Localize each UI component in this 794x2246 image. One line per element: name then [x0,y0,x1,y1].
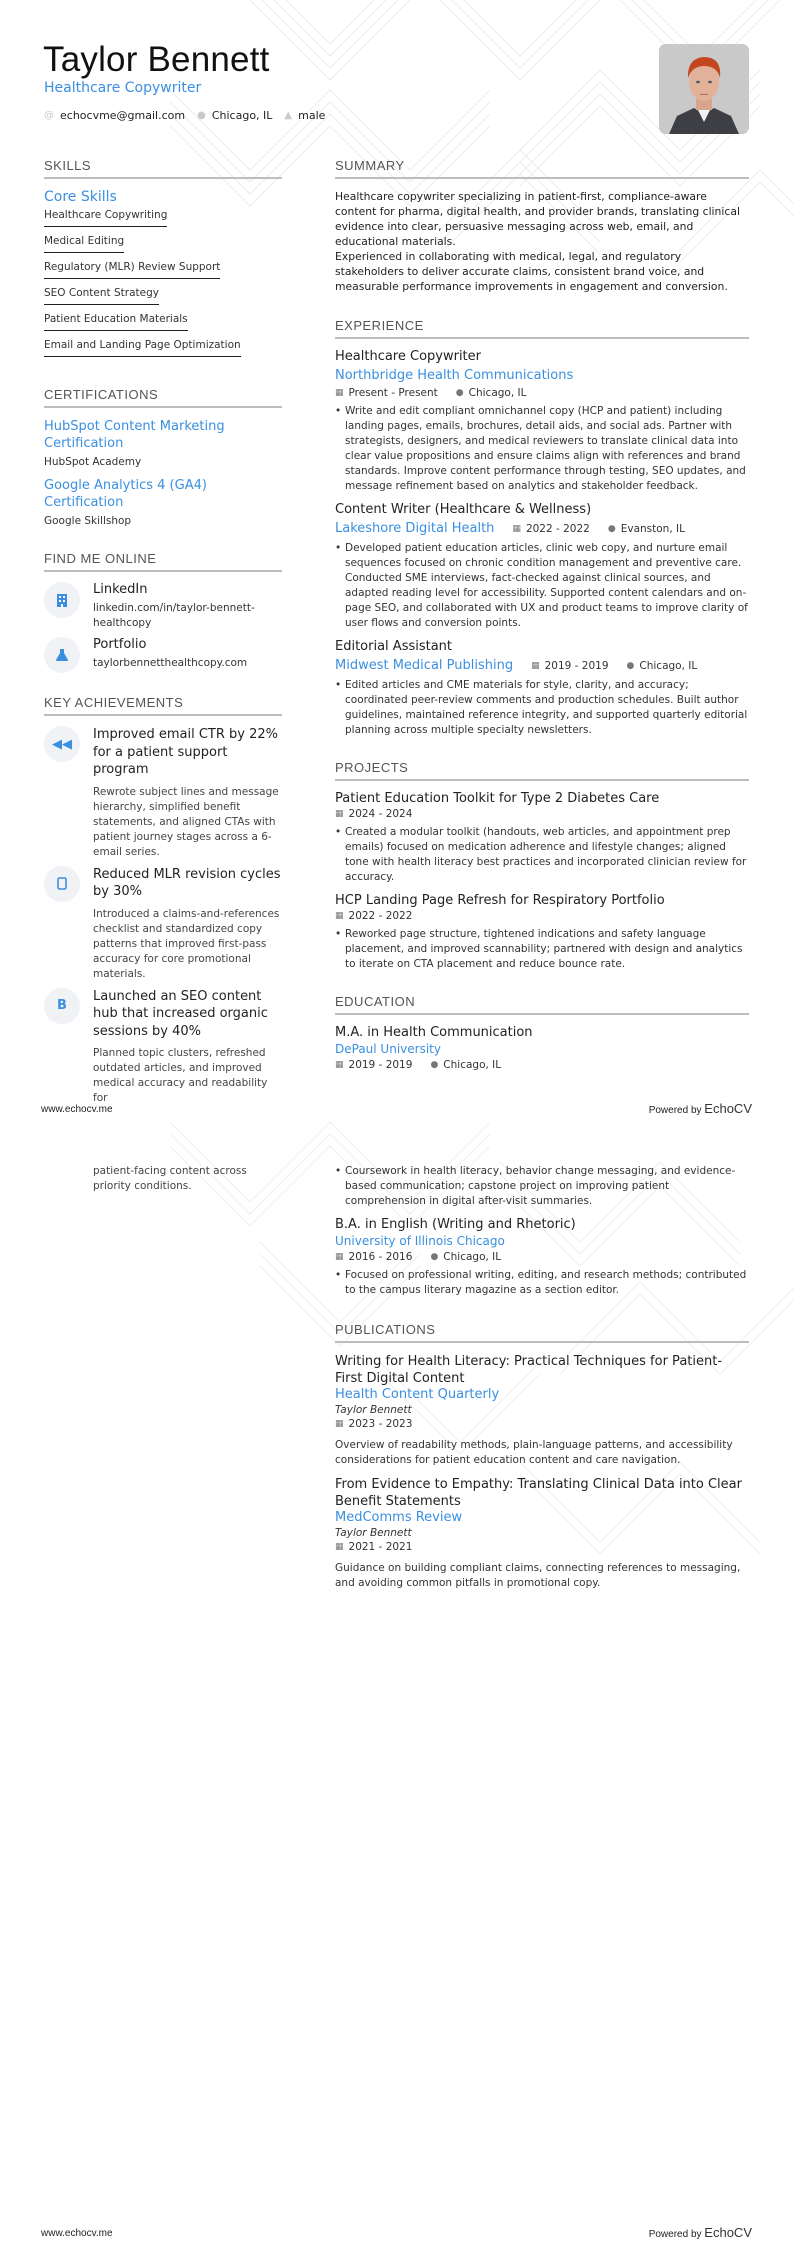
right-column [335,158,749,1071]
bullet-text: Focused on professional writing, editing, and research methods; contributed to the campus literary magazine as a section editor. [345,1269,747,1296]
achievement-item [44,726,282,860]
experience-entry [335,639,749,738]
online-link[interactable]: taylorbennetthealthcopy.com [93,657,248,669]
publication-title: From Evidence to Empathy: Translating Clinical Data into Clear Benefit Statements [335,1477,742,1509]
achievement-title: Improved email CTR by 22% for a patient support program [93,727,278,777]
project-entry [335,893,749,972]
project-dates: 2022 - 2022 [348,910,413,922]
certifications-section [44,387,282,527]
achievement-desc: Introduced a claims-and-references checklist and standardized copy patterns that improved first-pass accuracy for core promotional materials. [93,907,280,980]
company-name: Lakeshore Digital Health [335,521,495,536]
email-text: echocvme@gmail.com [60,109,186,122]
skill-tag: Patient Education Materials [44,313,188,331]
tablet-icon [44,866,80,902]
project-title: HCP Landing Page Refresh for Respiratory Portfolio [335,893,665,908]
footer-site[interactable]: www.echocv.me [41,1104,113,1115]
publication-meta [335,1541,749,1553]
location-text: Chicago, IL [211,109,273,122]
skill-tag: Regulatory (MLR) Review Support [44,261,220,279]
degree-title: B.A. in English (Writing and Rhetoric) [335,1217,576,1232]
achievement-desc: Rewrote subject lines and message hierarchy, simplified benefit statements, and aligned CTAs with patient journey stages across a 6-email series. [93,785,279,858]
job-bullet: • Edited articles and CME materials for style, clarity, and accuracy; coordinated peer-review comments and production schedules. Built author guidelines, maintained reference integrity, and supported quarterly editorial planning across multiple specialty newsletters. [335,679,748,736]
education-location: Chicago, IL [443,1059,502,1071]
contact-gender [284,109,325,122]
publication-desc: Guidance on building compliant claims, connecting references to messaging, and avoiding common pitfalls in promotional copy. [335,1562,741,1589]
publisher-name: Health Content Quarterly [335,1387,500,1402]
online-section [44,551,282,673]
calendar-icon: ▦ [335,388,344,398]
building-icon [44,582,80,618]
bullet-text: Created a modular toolkit (handouts, web articles, and appointment prep emails) focused on medication adherence and lifestyle changes; aligned tone with health literacy best practices and incorporated clinician review for accuracy. [345,826,747,883]
resume-page-2 [0,1122,794,2246]
skill-tag: SEO Content Strategy [44,287,159,305]
powered-prefix: Powered by [648,1105,702,1116]
company-name: Midwest Medical Publishing [335,658,514,673]
skill-tag: Healthcare Copywriting [44,209,167,227]
brand-name: EchoCV [704,1101,752,1116]
online-item-portfolio[interactable] [44,637,282,673]
publication-dates: 2023 - 2023 [348,1418,413,1430]
certifications-heading: CERTIFICATIONS [44,387,282,408]
certification-name: Google Analytics 4 (GA4) Certification [44,478,207,510]
publication-author: Taylor Bennett [335,1527,412,1539]
calendar-icon: ▦ [531,660,540,671]
summary-paragraph: Healthcare copywriter specializing in patient-first, compliance-aware content for pharma, digital health, and provider brands, translating clinical evidence into clear, persuasive messaging across web, email, and educational materials. [335,190,740,248]
calendar-icon: ▦ [335,809,344,819]
experience-heading: EXPERIENCE [335,318,749,339]
job-bullet: • Developed patient education articles, clinic web copy, and nurture email sequences focused on chronic condition management and preventive care. Conducted SME interviews, fact-checked against clinical sources, and adapted reading level for accessibility. Supported content calendars and on-page SEO, and collaborated with UX and product teams to improve clarity of user flows and conversion points. [335,542,748,629]
education-heading: EDUCATION [335,994,749,1015]
job-title: Content Writer (Healthcare & Wellness) [335,502,592,517]
left-column [44,158,282,1112]
publication-title: Writing for Health Literacy: Practical Techniques for Patient-First Digital Content [335,1354,723,1386]
job-dates: 2019 - 2019 [544,659,609,672]
bullet-text: Developed patient education articles, clinic web copy, and nurture email sequences focused on chronic condition management and preventive care. Conducted SME interviews, fact-checked against clinical sources, and adapted reading level for accessibility. Supported content calendars and on-page SEO, and collaborated with UX and product teams to improve clarity of user flows and conversion points. [345,542,748,629]
achievement-desc-continued: patient-facing content across priority conditions. [93,1165,247,1192]
achievement-item [44,988,282,1107]
achievement-title: Reduced MLR revision cycles by 30% [93,866,281,899]
summary-heading: SUMMARY [335,158,749,179]
calendar-icon: ▦ [335,911,344,921]
company-name: Northbridge Health Communications [335,368,574,383]
education-meta [335,1059,749,1071]
education-meta [335,1251,749,1263]
publisher-name: MedComms Review [335,1510,463,1525]
project-title: Patient Education Toolkit for Type 2 Diabetes Care [335,791,660,806]
publication-desc: Overview of readability methods, plain-language patterns, and accessibility considerations for patient education content and care navigation. [335,1439,733,1466]
right-column-continued [335,1164,749,1599]
online-heading: FIND ME ONLINE [44,551,282,572]
skill-tag: Medical Editing [44,235,124,253]
summary-paragraph: Experienced in collaborating with medical, legal, and regulatory stakeholders to deliver accurate claims, consistent brand voice, and measurable performance improvements in engagement and conversion. [335,250,728,293]
achievement-item [44,866,282,982]
job-title: Editorial Assistant [335,639,453,654]
achievement-title: Launched an SEO content hub that increased organic sessions by 40% [93,988,268,1039]
location-pin-icon: ● [430,1252,439,1262]
calendar-icon: ▦ [335,1060,344,1070]
job-dates: Present - Present [348,387,438,399]
skills-section [44,158,282,365]
bullet-text: Coursework in health literacy, behavior change messaging, and evidence-based communication; capstone project on improving patient comprehension in digital after-visit summaries. [345,1165,736,1207]
school-name: DePaul University [335,1042,441,1056]
left-column-continued [93,1164,283,1194]
job-meta [335,658,749,673]
certification-name: HubSpot Content Marketing Certification [44,419,225,451]
location-pin-icon: ● [430,1060,439,1070]
contact-location [197,109,272,122]
education-dates: 2019 - 2019 [348,1059,413,1071]
job-location: Chicago, IL [639,659,698,672]
bullet-text: Reworked page structure, tightened indications and safety language placement, and improved scannability; partnered with design and analytics to iterate on CTA placement and reduce bounce rate. [345,928,743,970]
location-pin-icon: ● [455,388,464,398]
powered-prefix: Powered by [648,2229,702,2240]
publication-meta [335,1418,749,1430]
job-dates: 2022 - 2022 [525,522,590,535]
footer-site[interactable]: www.echocv.me [41,2228,113,2239]
bold-b-icon: B [44,988,80,1024]
skills-list [44,209,282,365]
candidate-name: Taylor Bennett [43,40,270,79]
job-meta [335,521,749,536]
at-icon: @ [44,110,54,121]
bullet-text: Write and edit compliant omnichannel copy (HCP and patient) including landing pages, emails, brochures, detail aids, and social ads. Partner with strategists, designers, and medical reviewers to translate clinical data into clear value propositions and ensure claims align with references and brand standards. Improve content performance through testing, SEO updates, and message refinement based on analytics and stakeholder feedback. [345,405,746,492]
online-label: LinkedIn [93,582,148,597]
contact-email[interactable] [44,109,185,122]
experience-entry [335,349,749,494]
achievement-desc: Planned topic clusters, refreshed outdated articles, and improved medical accuracy and readability for [93,1047,268,1104]
job-location: Chicago, IL [468,387,527,399]
summary-section [335,158,749,294]
certification-issuer: HubSpot Academy [44,456,142,468]
project-meta [335,808,749,820]
calendar-icon: ▦ [335,1419,344,1429]
calendar-icon: ▦ [335,1542,344,1552]
project-dates: 2024 - 2024 [348,808,413,820]
project-meta [335,910,749,922]
publication-author: Taylor Bennett [335,1404,412,1416]
degree-title: M.A. in Health Communication [335,1025,533,1040]
calendar-icon: ▦ [335,1252,344,1262]
school-name: University of Illinois Chicago [335,1234,505,1248]
experience-section [335,318,749,738]
brand-name: EchoCV [704,2225,752,2240]
project-bullet: • Reworked page structure, tightened indications and safety language placement, and improved scannability; partnered with design and analytics to iterate on CTA placement and reduce bounce rate. [335,927,749,972]
contact-row [44,109,337,122]
publication-dates: 2021 - 2021 [348,1541,413,1553]
powered-by [649,1101,752,1116]
achievements-section [44,695,282,1106]
flask-icon [44,637,80,673]
publication-entry [335,1353,749,1468]
projects-section [335,760,749,972]
experience-entry [335,502,749,631]
education-location: Chicago, IL [443,1251,502,1263]
candidate-role: Healthcare Copywriter [44,80,202,96]
job-title: Healthcare Copywriter [335,349,481,364]
publications-section [335,1322,749,1591]
project-entry [335,791,749,885]
rewind-icon: ◀◀ [44,726,80,762]
online-item-linkedin[interactable] [44,582,282,631]
education-bullet: • Coursework in health literacy, behavior change messaging, and evidence-based communication; capstone project on improving patient comprehension in digital after-visit summaries. [335,1164,749,1209]
projects-heading: PROJECTS [335,760,749,781]
profile-photo [659,44,749,134]
education-dates: 2016 - 2016 [348,1251,413,1263]
person-icon: ▲ [284,110,293,121]
skill-tag: Email and Landing Page Optimization [44,339,241,357]
location-pin-icon: ● [607,523,616,534]
skills-group-title: Core Skills [44,189,117,205]
publication-entry [335,1476,749,1591]
skills-heading: SKILLS [44,158,282,179]
online-link[interactable]: linkedin.com/in/taylor-bennett-healthcopy [93,602,255,629]
powered-by [649,2225,752,2240]
education-entry [335,1217,749,1298]
bullet-text: Edited articles and CME materials for style, clarity, and accuracy; coordinated peer-review comments and production schedules. Built author guidelines, maintained reference integrity, and supported quarterly editorial planning across multiple specialty newsletters. [345,679,748,736]
calendar-icon: ▦ [512,523,521,534]
publications-heading: PUBLICATIONS [335,1322,749,1343]
location-pin-icon: ● [626,660,635,671]
job-meta [335,387,749,399]
job-bullet: • Write and edit compliant omnichannel copy (HCP and patient) including landing pages, emails, brochures, detail aids, and social ads. Partner with strategists, designers, and medical reviewers to translate clinical data into clear value propositions and ensure claims align with references and brand standards. Improve content performance through testing, SEO updates, and message refinement based on analytics and stakeholder feedback. [335,404,749,494]
job-location: Evanston, IL [620,522,685,535]
certification-issuer: Google Skillshop [44,515,132,527]
education-bullet: • Focused on professional writing, editing, and research methods; contributed to the campus literary magazine as a section editor. [335,1268,749,1298]
achievements-heading: KEY ACHIEVEMENTS [44,695,282,716]
online-label: Portfolio [93,637,147,652]
gender-text: male [298,109,326,122]
project-bullet: • Created a modular toolkit (handouts, web articles, and appointment prep emails) focused on medication adherence and lifestyle changes; aligned tone with health literacy best practices and incorporated clinician review for accuracy. [335,825,749,885]
location-pin-icon: ● [197,110,206,121]
education-section [335,994,749,1071]
